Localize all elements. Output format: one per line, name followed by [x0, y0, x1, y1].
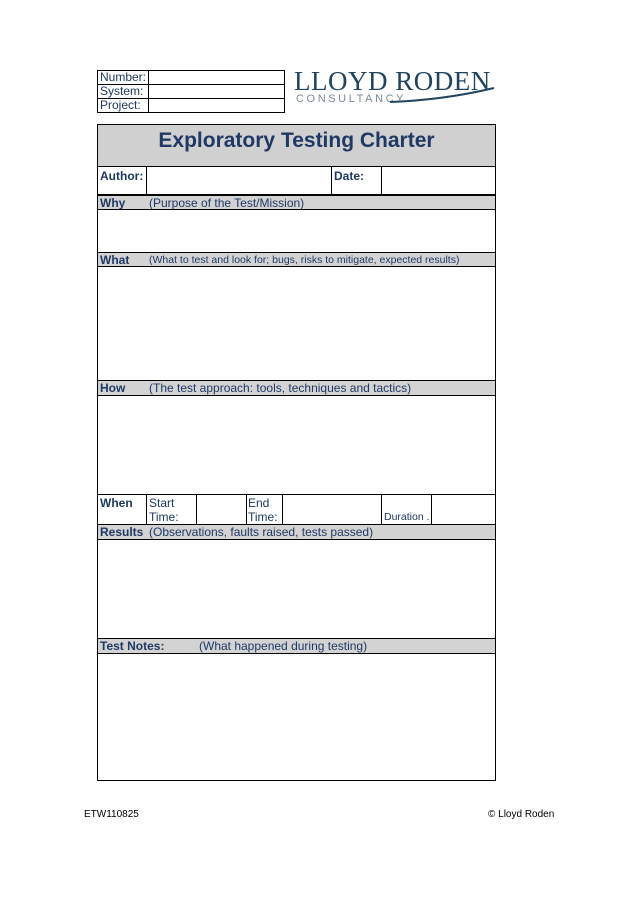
- end-time-field[interactable]: [283, 495, 380, 524]
- results-field[interactable]: [98, 540, 495, 638]
- test-notes-label: Test Notes:: [100, 639, 165, 653]
- when-divider-1: [146, 495, 147, 524]
- test-notes-band: [98, 638, 495, 654]
- number-row: [98, 71, 285, 85]
- start-label-line-2: Time:: [149, 510, 179, 524]
- project-label: Project:: [98, 99, 149, 113]
- author-date-row: [98, 167, 495, 195]
- footer-document-code: ETW110825: [84, 809, 139, 820]
- how-field[interactable]: [98, 396, 495, 494]
- logo-subtitle: CONSULTANCY: [296, 93, 407, 105]
- test-notes-field[interactable]: [98, 654, 495, 780]
- logo-swoosh-icon: [294, 66, 504, 110]
- what-label: What: [100, 253, 130, 267]
- system-label: System:: [98, 85, 149, 99]
- why-band: [98, 195, 495, 210]
- footer-copyright: © Lloyd Roden: [488, 809, 555, 820]
- project-row: [98, 99, 285, 113]
- end-label-line-1: End: [248, 496, 270, 510]
- charter-title: Exploratory Testing Charter: [158, 129, 435, 152]
- document-meta-table: [97, 70, 285, 113]
- results-band: [98, 524, 495, 540]
- author-label: Author:: [100, 169, 144, 183]
- why-label: Why: [100, 196, 126, 210]
- number-label: Number:: [98, 71, 149, 85]
- number-field[interactable]: [149, 71, 285, 85]
- date-label: Date:: [334, 169, 365, 183]
- duration-field[interactable]: [432, 495, 495, 524]
- test-notes-description: (What happened during testing): [199, 639, 368, 653]
- how-label: How: [100, 381, 126, 395]
- charter-form: [97, 124, 496, 781]
- when-label: When: [100, 496, 133, 510]
- how-description: (The test approach: tools, techniques and tactics): [149, 381, 412, 395]
- why-field[interactable]: [98, 210, 495, 253]
- results-label: Results: [100, 525, 144, 539]
- when-row: [98, 494, 495, 524]
- title-band: [98, 125, 495, 167]
- what-field[interactable]: [98, 267, 495, 380]
- when-divider-3: [246, 495, 247, 524]
- what-band: [98, 252, 495, 267]
- start-time-field[interactable]: [197, 495, 245, 524]
- end-label-line-2: Time:: [248, 510, 278, 524]
- date-label-divider: [331, 167, 332, 194]
- logo-name: LLOYD RODEN: [294, 66, 491, 96]
- date-field[interactable]: [382, 167, 495, 194]
- what-description: (What to test and look for; bugs, risks to mitigate, expected results): [149, 254, 460, 266]
- results-description: (Observations, faults raised, tests passed): [149, 525, 374, 539]
- company-logo: [294, 66, 504, 110]
- duration-label: Duration .: [384, 511, 430, 523]
- start-label-line-1: Start: [149, 496, 175, 510]
- when-divider-5: [381, 495, 382, 524]
- author-field[interactable]: [147, 167, 331, 194]
- how-band: [98, 380, 495, 396]
- project-field[interactable]: [149, 99, 285, 113]
- system-row: [98, 85, 285, 99]
- system-field[interactable]: [149, 85, 285, 99]
- why-description: (Purpose of the Test/Mission): [149, 196, 305, 210]
